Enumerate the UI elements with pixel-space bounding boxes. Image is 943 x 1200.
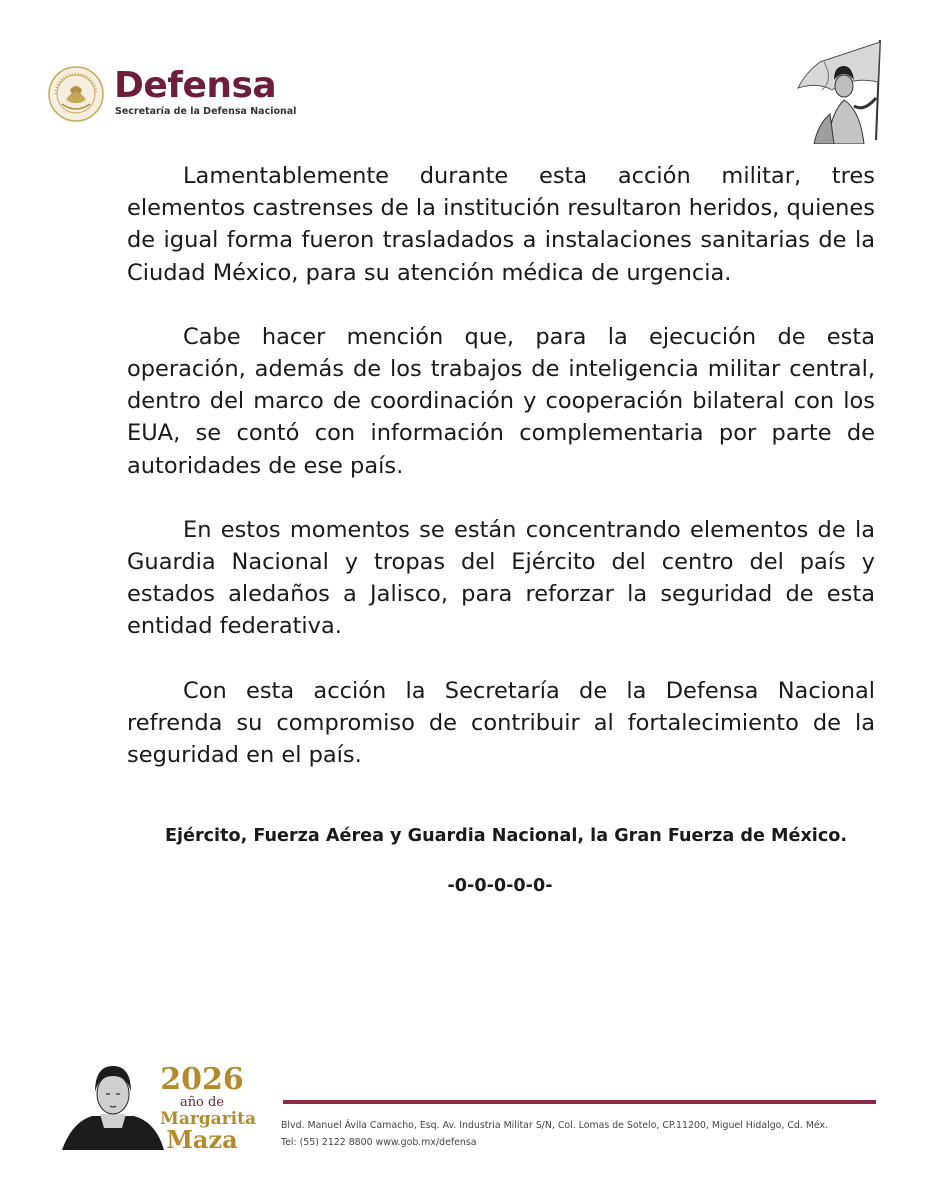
- letter-body: [127, 160, 875, 803]
- honoree-last-name: Maza: [166, 1125, 238, 1154]
- anniversary-logo: [160, 1062, 256, 1154]
- brand-title: Defensa: [114, 65, 277, 106]
- margarita-maza-portrait-icon: [62, 1058, 164, 1150]
- footer-contact: Tel: (55) 2122 8800 www.gob.mx/defensa: [281, 1137, 477, 1148]
- end-mark: -0-0-0-0-0-: [447, 876, 553, 896]
- woman-with-flag-illustration-icon: [784, 36, 890, 144]
- institutional-motto: Ejército, Fuerza Aérea y Guardia Nacional, la Gran Fuerza de México.: [164, 826, 848, 846]
- national-seal-icon: [48, 66, 104, 122]
- brand-subtitle: Secretaría de la Defensa Nacional: [115, 106, 297, 117]
- footer-address: Blvd. Manuel Ávila Camacho, Esq. Av. Industria Militar S/N, Col. Lomas de Sotelo, CP.11200, Miguel Hidalgo, Cd. Méx.: [281, 1120, 829, 1131]
- paragraph: Con esta acción la Secretaría de la Defensa Nacional refrenda su compromiso de contribuir al fortalecimiento de la seguridad en el país.: [127, 677, 875, 769]
- paragraph: Cabe hacer mención que, para la ejecución de esta operación, además de los trabajos de inteligencia militar central, dentro del marco de coordinación y cooperación bilateral con los EUA, se contó con información complementaria por parte de autoridades de ese país.: [127, 323, 875, 479]
- anniversary-year: 2026: [160, 1062, 244, 1097]
- paragraph: En estos momentos se están concentrando elementos de la Guardia Nacional y tropas del Ejército del centro del país y estados aledaños a Jalisco, para reforzar la seguridad de esta entidad federativa.: [127, 516, 875, 640]
- defensa-logo: [48, 64, 297, 124]
- honoree-first-name: Margarita: [160, 1109, 256, 1129]
- footer-divider: [283, 1100, 876, 1104]
- paragraph: Lamentablemente durante esta acción militar, tres elementos castrenses de la institución resultaron heridos, quienes de igual forma fueron trasladados a instalaciones sanitarias de la Ciudad México, para su atención médica de urgencia.: [127, 163, 875, 286]
- anniversary-de: año de: [179, 1095, 225, 1110]
